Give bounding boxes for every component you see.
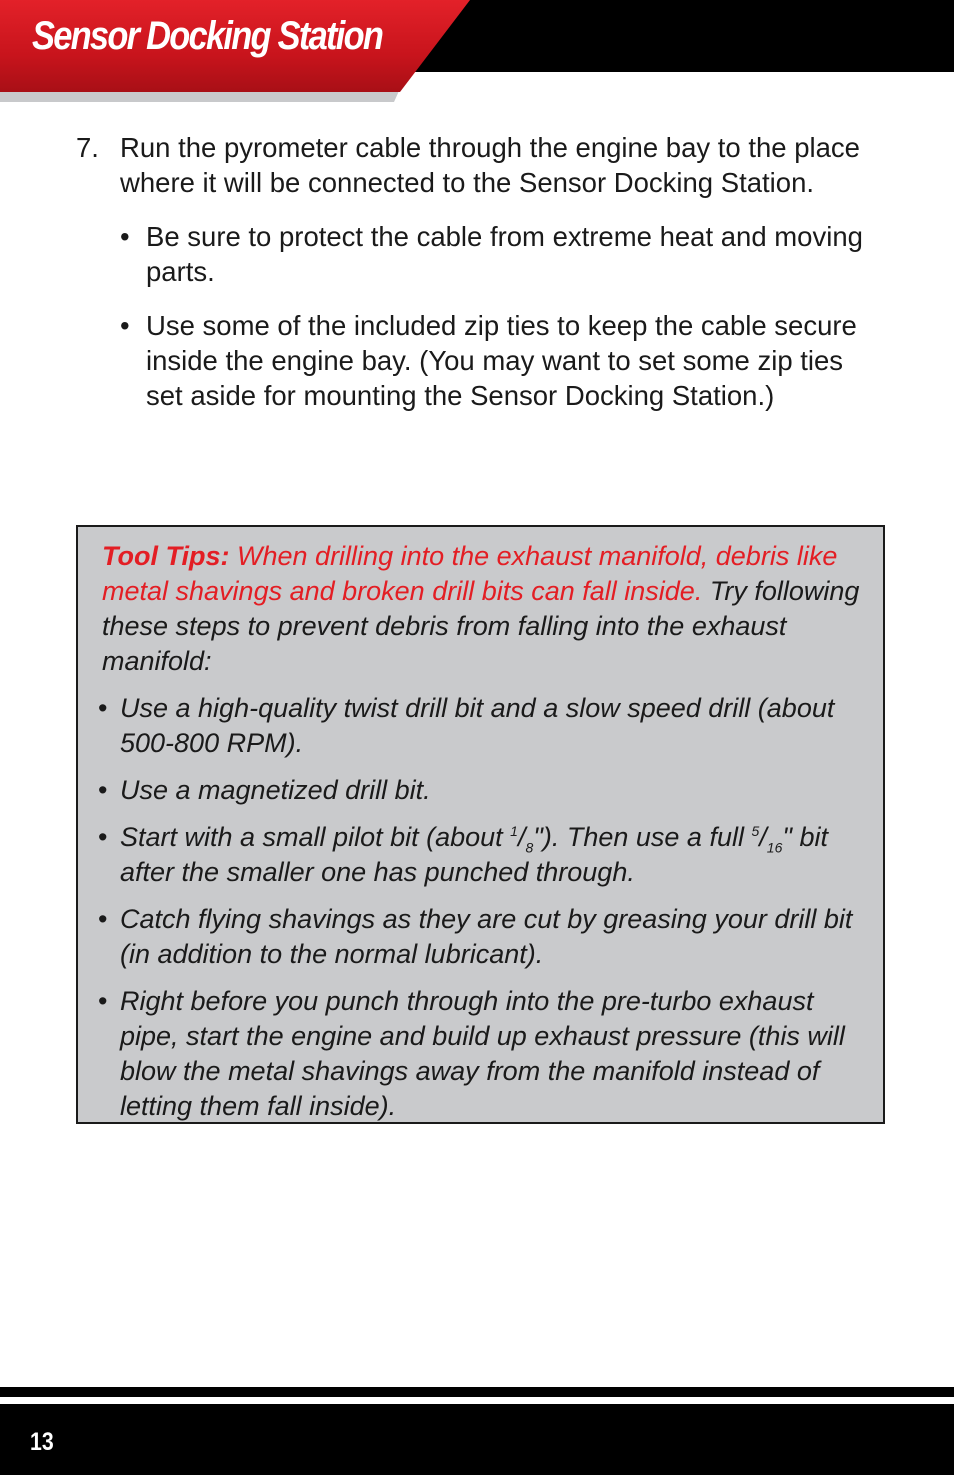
step-text: Run the pyrometer cable through the engine bay to the place where it will be connected to the Sensor Docking Station.	[120, 132, 860, 198]
bullet-icon: •	[98, 775, 108, 805]
list-item	[98, 984, 861, 1124]
fraction-numerator: 5	[751, 823, 760, 839]
tool-tips-warning: When drilling into the exhaust manifold, debris like metal shavings and broken drill bits can fall inside.	[102, 541, 838, 606]
list-item	[98, 820, 861, 890]
tip-text-part: Start with a small pilot bit (about	[120, 822, 511, 852]
tool-tips-lead: Try following these steps to prevent debris from falling into the exhaust manifold:	[102, 576, 860, 676]
bullet-icon: •	[120, 221, 130, 252]
bullet-icon: •	[120, 310, 130, 341]
bullet-text: Use some of the included zip ties to keep the cable secure inside the engine bay. (You may want to set some zip ties set aside for mounting the Sensor Docking Station.)	[146, 310, 857, 411]
list-item	[120, 308, 876, 413]
bullet-icon: •	[98, 904, 108, 934]
tool-tips-box	[76, 525, 885, 1124]
footer-bar	[0, 1404, 954, 1475]
tip-text-part: "). Then use a full	[533, 822, 752, 852]
tool-tips-label: Tool Tips:	[102, 541, 230, 571]
footer-divider	[0, 1387, 954, 1397]
page-number: 13	[30, 1428, 54, 1456]
bullet-icon: •	[98, 693, 108, 723]
list-item	[98, 691, 861, 761]
list-item	[120, 219, 876, 289]
fraction-numerator: 1	[510, 823, 518, 839]
tip-text: Catch flying shavings as they are cut by greasing your drill bit (in addition to the normal lubricant).	[120, 904, 853, 969]
bullet-text: Be sure to protect the cable from extreme heat and moving parts.	[146, 221, 863, 287]
step-bullet-list	[120, 219, 876, 413]
page-title: Sensor Docking Station	[32, 14, 383, 58]
step-number: 7.	[76, 132, 99, 163]
list-item	[98, 773, 861, 808]
tool-tips-list	[98, 691, 861, 1124]
tip-text-part: " bit after the smaller one has punched through.	[120, 822, 828, 887]
fraction-denominator: 8	[525, 839, 534, 856]
step-7	[76, 130, 876, 432]
tip-text: Use a magnetized drill bit.	[120, 775, 431, 805]
bullet-icon: •	[98, 986, 108, 1016]
bullet-icon: •	[98, 822, 108, 852]
list-item	[98, 902, 861, 972]
tip-text: Use a high-quality twist drill bit and a slow speed drill (about 500-800 RPM).	[120, 693, 835, 758]
tip-text: Right before you punch through into the pre-turbo exhaust pipe, start the engine and build up exhaust pressure (this will blow the metal shavings away from the manifold instead of letting them fall inside).	[120, 986, 845, 1121]
tip-text: Start with a small pilot bit (about $^1/_8$"). Then use a full $^5/_{16}$" bit after the smaller one has punched through.	[120, 822, 828, 887]
fraction-denominator: 16	[766, 839, 783, 856]
tool-tips-intro	[102, 539, 861, 679]
